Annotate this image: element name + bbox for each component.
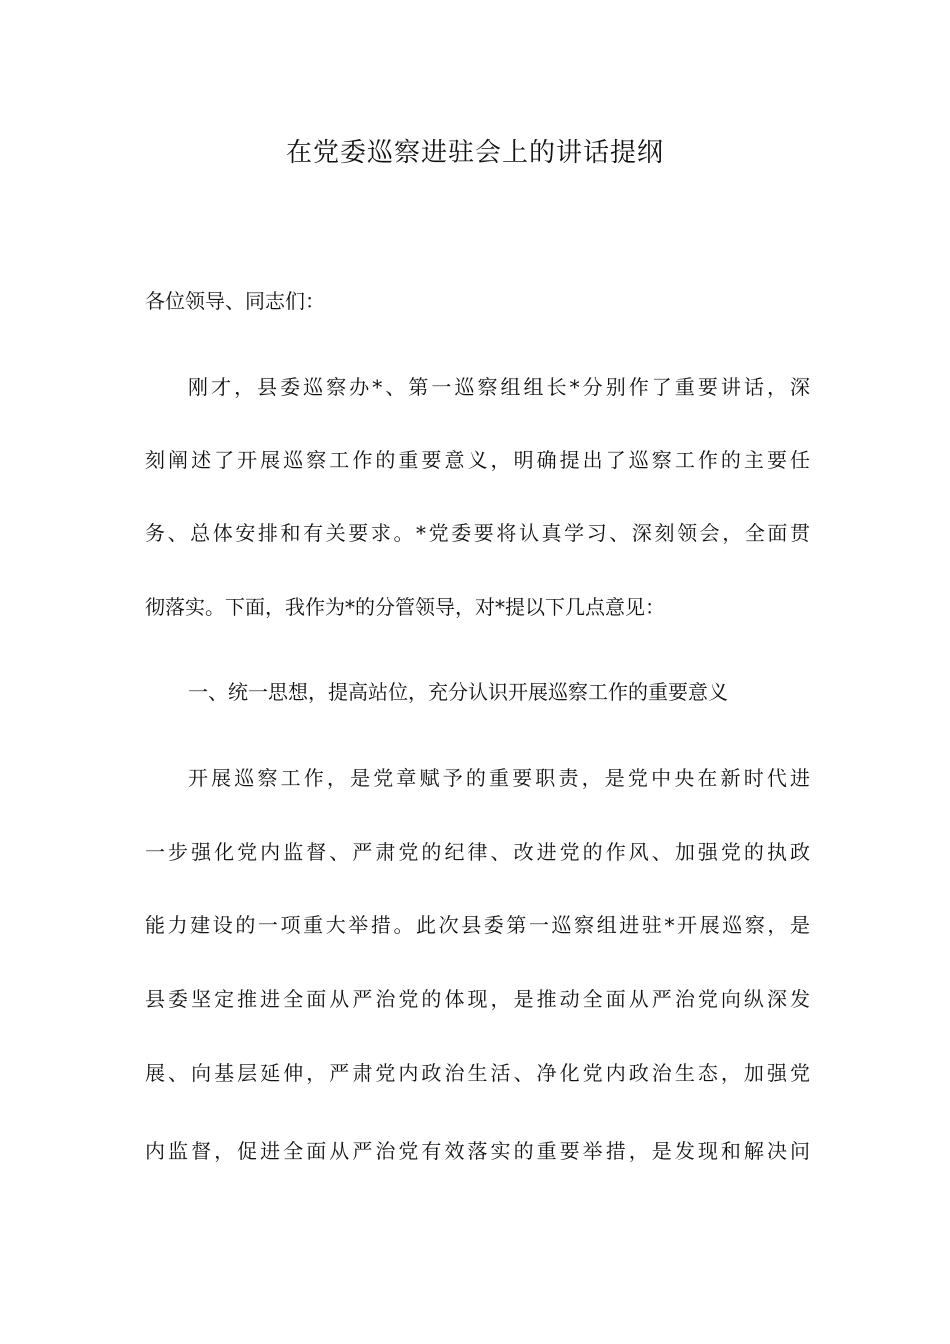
salutation: 各位领导、同志们：: [145, 289, 325, 313]
paragraph-line: 开展巡察工作，是党章赋予的重要职责，是党中央在新时代进: [188, 766, 810, 790]
paragraph-line: 刻阐述了开展巡察工作的重要意义，明确提出了巡察工作的主要任: [145, 448, 810, 472]
paragraph-line: 务、总体安排和有关要求。*党委要将认真学习、深刻领会，全面贯: [145, 521, 810, 545]
paragraph-line: 刚才，县委巡察办*、第一巡察组组长*分别作了重要讲话，深: [188, 375, 810, 399]
paragraph-line: 县委坚定推进全面从严治党的体现，是推动全面从严治党向纵深发: [145, 987, 810, 1011]
paragraph-line: 内监督，促进全面从严治党有效落实的重要举措，是发现和解决问: [145, 1139, 810, 1163]
paragraph-line: 彻落实。下面，我作为*的分管领导，对*提以下几点意见：: [145, 595, 665, 619]
section-heading: 一、统一思想，提高站位，充分认识开展巡察工作的重要意义: [188, 680, 728, 704]
paragraph-line: 能力建设的一项重大举措。此次县委第一巡察组进驻*开展巡察，是: [145, 913, 810, 937]
paragraph-line: 一步强化党内监督、严肃党的纪律、改进党的作风、加强党的执政: [145, 840, 810, 864]
document-title: 在党委巡察进驻会上的讲话提纲: [285, 138, 664, 168]
paragraph-line: 展、向基层延伸，严肃党内政治生活、净化党内政治生态，加强党: [145, 1061, 810, 1085]
